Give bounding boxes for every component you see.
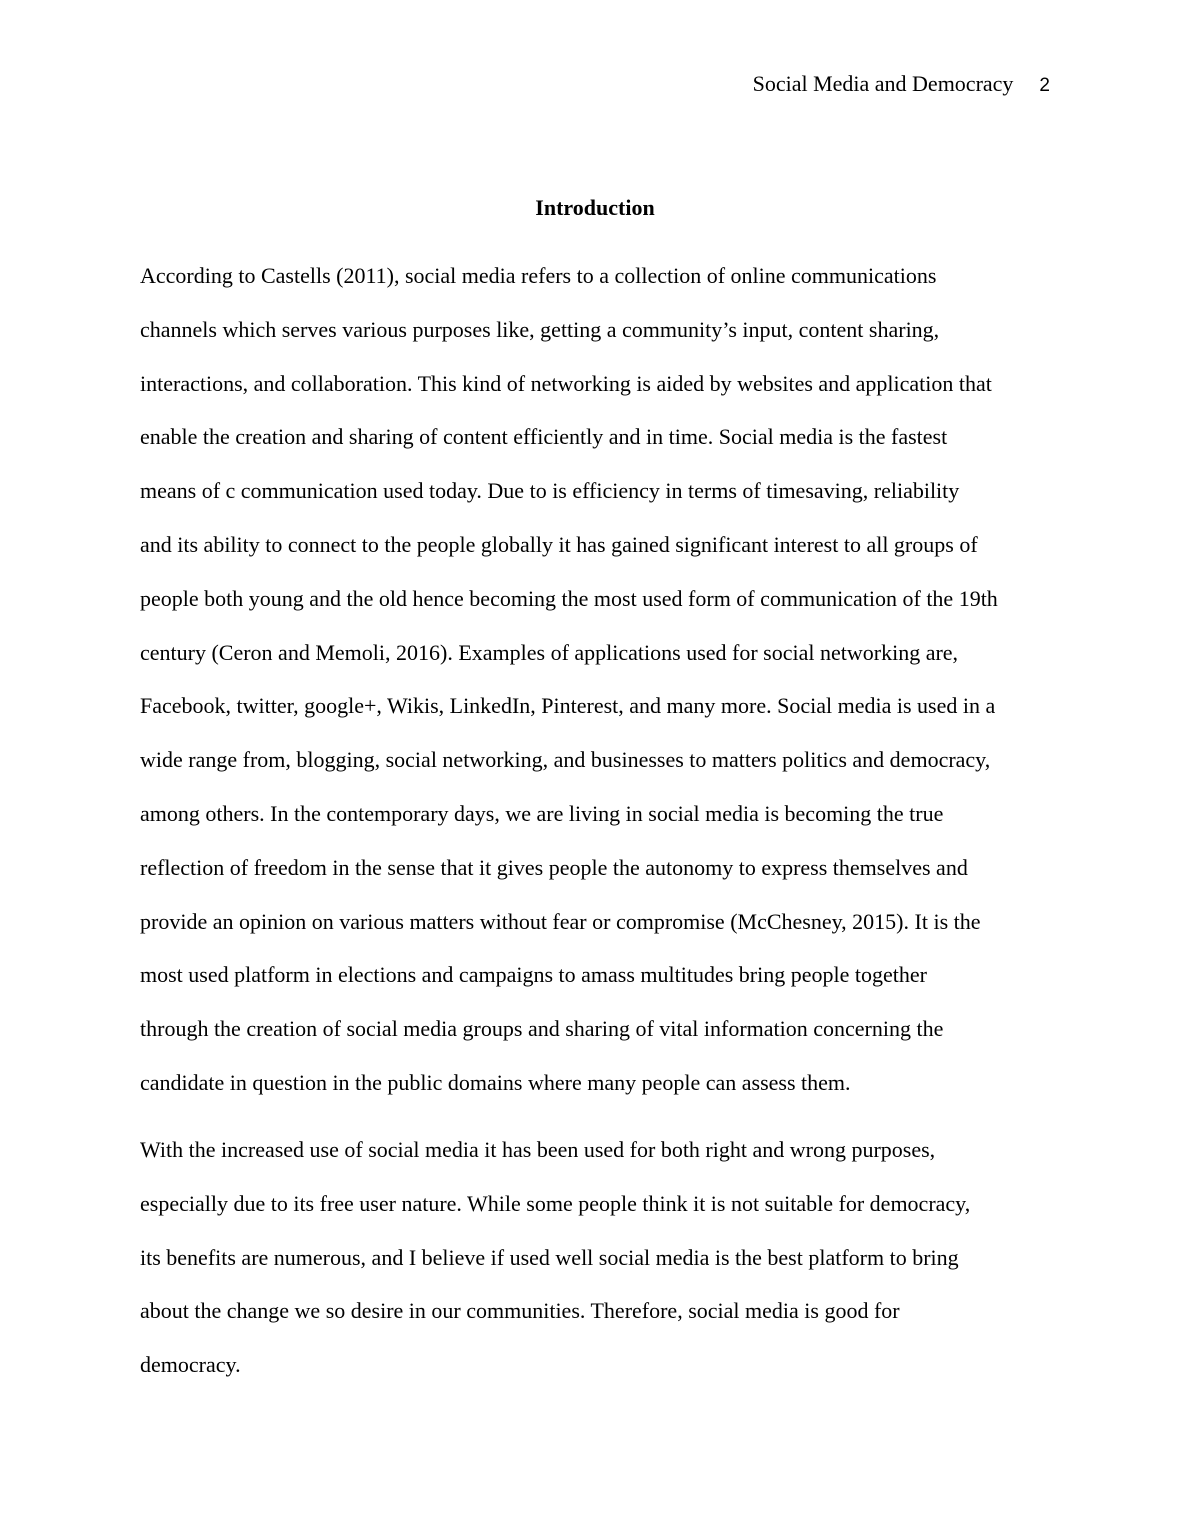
running-head [753, 70, 1050, 100]
text-line: enable the creation and sharing of content efficiently and in time. Social media is the fastest [140, 424, 948, 450]
text-line: provide an opinion on various matters without fear or compromise (McChesney, 2015). It is the [140, 908, 981, 934]
running-title: Social Media and Democracy [752, 71, 1014, 96]
text-line: among others. In the contemporary days, we are living in social media is becoming the true [140, 800, 944, 826]
text-line: candidate in question in the public domains where many people can assess them. [140, 1069, 851, 1095]
text-line: most used platform in elections and campaigns to amass multitudes bring people together [140, 962, 927, 988]
text-line: means of c communication used today. Due to is efficiency in terms of timesaving, reliability [140, 478, 960, 504]
paragraph-1 [140, 262, 1058, 1123]
text-line: interactions, and collaboration. This kind of networking is aided by websites and application that [140, 370, 992, 396]
text-line: With the increased use of social media it has been used for both right and wrong purposes, [140, 1137, 936, 1162]
text-line: its benefits are numerous, and I believe if used well social media is the best platform to bring [140, 1244, 959, 1270]
text-line: channels which serves various purposes like, getting a community’s input, content sharing, [140, 316, 940, 342]
text-line: especially due to its free user nature. While some people think it is not suitable for democracy, [140, 1190, 971, 1216]
text-line: wide range from, blogging, social networking, and businesses to matters politics and democracy, [140, 747, 991, 773]
text-line: According to Castells (2011), social media refers to a collection of online communications [140, 263, 937, 288]
paragraph-2 [140, 1136, 1058, 1405]
page-number: 2 [1039, 75, 1050, 96]
text-line: through the creation of social media groups and sharing of vital information concerning the [140, 1016, 944, 1042]
section-heading: Introduction [535, 195, 655, 220]
text-line: and its ability to connect to the people globally it has gained significant interest to all groups of [140, 531, 978, 557]
text-line: people both young and the old hence becoming the most used form of communication of the 19th [140, 585, 998, 611]
text-line: democracy. [140, 1352, 241, 1378]
text-line: century (Ceron and Memoli, 2016). Examples of applications used for social networking are, [140, 639, 959, 665]
text-line: Facebook, twitter, google+, Wikis, LinkedIn, Pinterest, and many more. Social media is used in a [140, 693, 996, 719]
text-line: about the change we so desire in our communities. Therefore, social media is good for [140, 1298, 900, 1324]
text-line: reflection of freedom in the sense that it gives people the autonomy to express themselves and [140, 854, 968, 880]
